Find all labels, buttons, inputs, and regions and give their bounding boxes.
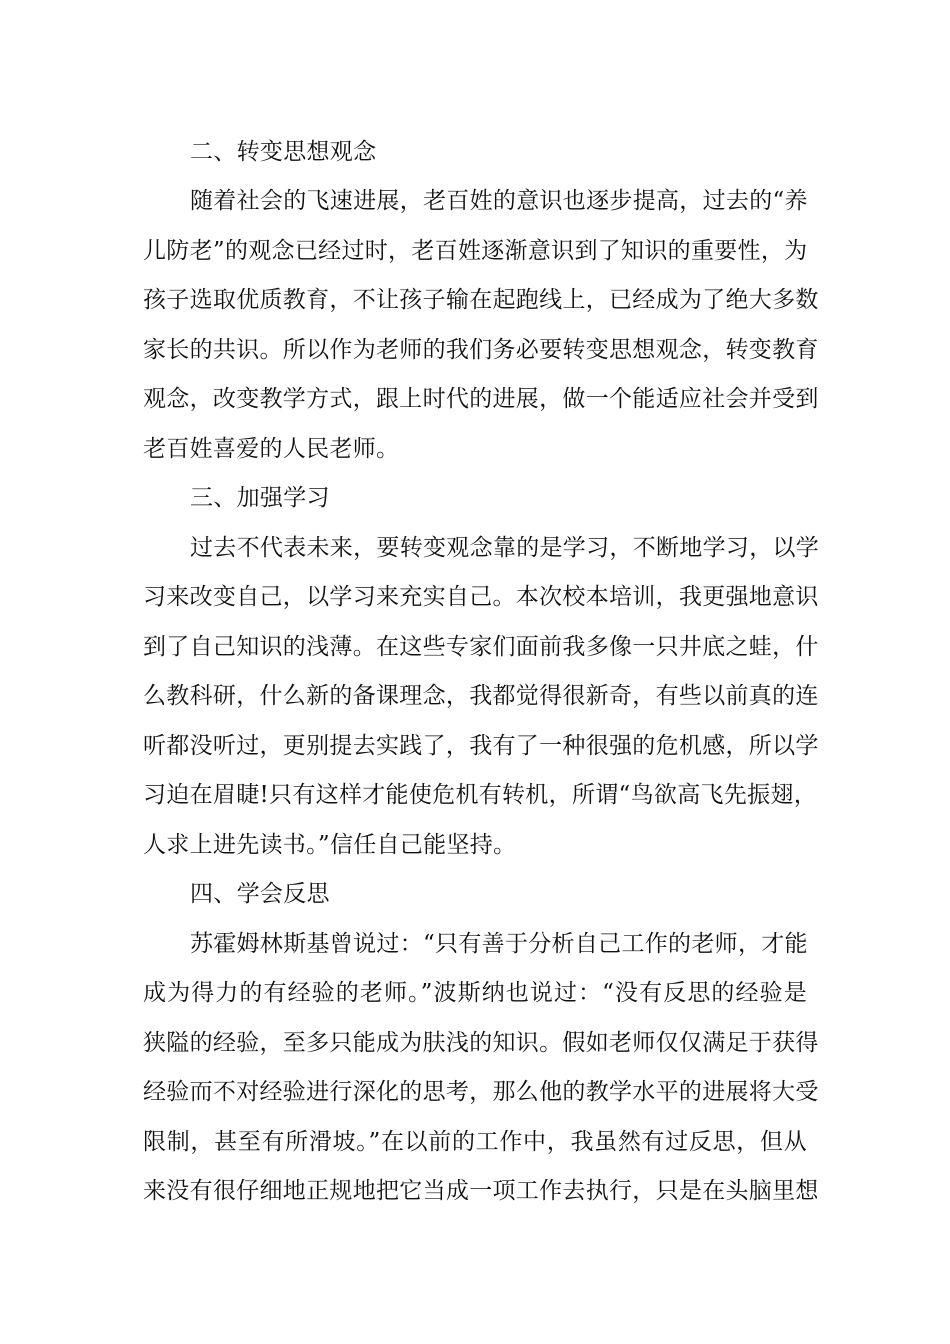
paragraph-line: 人求上进先读书。”信任自己能坚持。 (143, 832, 517, 858)
section-heading: 三、加强学习 (190, 485, 330, 511)
section-heading: 二、转变思想观念 (190, 139, 377, 165)
paragraph-line: 成为得力的有经验的老师。”波斯纳也说过：“没有反思的经验是 (143, 980, 807, 1006)
paragraph-line: 听都没听过，更别提去实践了，我有了一种很强的危机感，所以学 (143, 733, 819, 759)
section-heading: 四、学会反思 (190, 881, 330, 907)
paragraph-line: 老百姓喜爱的人民老师。 (143, 436, 400, 462)
paragraph-line: 限制，甚至有所滑坡。”在以前的工作中，我虽然有过反思，但从 (143, 1129, 807, 1155)
paragraph-line: 孩子选取优质教育，不让孩子输在起跑线上，已经成为了绝大多数 (143, 287, 819, 313)
paragraph-line: 习迫在眉睫!只有这样才能使危机有转机，所谓“鸟欲高飞先振翅， (143, 782, 818, 808)
paragraph-line: 习来改变自己，以学习来充实自己。本次校本培训，我更强地意识 (143, 584, 819, 610)
paragraph-line: 随着社会的飞速进展，老百姓的意识也逐步提高，过去的“养 (190, 188, 808, 214)
paragraph-line: 观念，改变教学方式，跟上时代的进展，做一个能适应社会并受到 (143, 386, 819, 412)
paragraph-line: 家长的共识。所以作为老师的我们务必要转变思想观念，转变教育 (143, 337, 819, 363)
paragraph-line: 来没有很仔细地正规地把它当成一项工作去执行，只是在头脑里想 (143, 1178, 819, 1204)
paragraph-line: 到了自己知识的浅薄。在这些专家们面前我多像一只井底之蛙，什 (143, 634, 819, 660)
paragraph-line: 经验而不对经验进行深化的思考，那么他的教学水平的进展将大受 (143, 1079, 819, 1105)
paragraph-line: 苏霍姆林斯基曾说过：“只有善于分析自己工作的老师，才能 (190, 931, 808, 957)
paragraph-line: 儿防老”的观念已经过时，老百姓逐渐意识到了知识的重要性，为 (143, 238, 808, 264)
paragraph-line: 过去不代表未来，要转变观念靠的是学习，不断地学习，以学 (190, 535, 820, 561)
paragraph-line: 么教科研，什么新的备课理念，我都觉得很新奇，有些以前真的连 (143, 683, 819, 709)
paragraph-line: 狭隘的经验，至多只能成为肤浅的知识。假如老师仅仅满足于获得 (143, 1030, 819, 1056)
